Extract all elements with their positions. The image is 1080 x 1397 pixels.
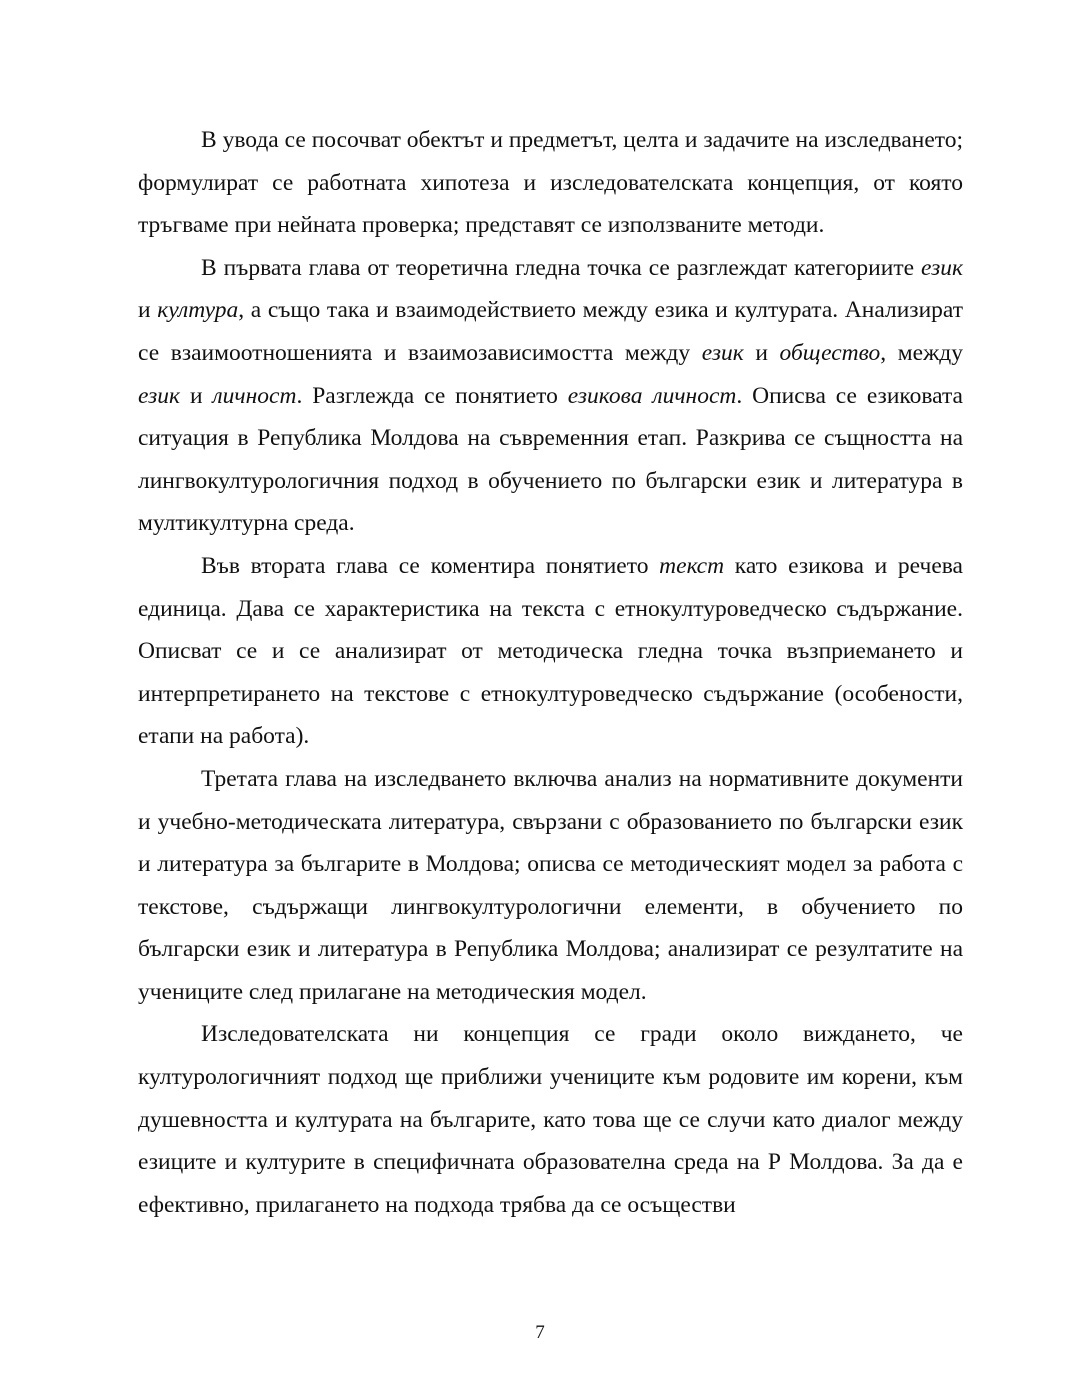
italic-term: език: [701, 339, 744, 366]
italic-term: език: [138, 382, 181, 409]
text-segment: като езикова и речева единица. Дава се характеристика на текста с етнокултуроведческо съдържание. Описват се и се анализират от методическа гледна точка възприемането и интерпретирането на текстове с етнокултуроведческо съдържание (особености, етапи на работа).: [138, 552, 963, 750]
italic-term: общество: [779, 339, 881, 366]
italic-term: култура: [157, 297, 239, 324]
italic-term: езикова личност: [567, 382, 737, 409]
paragraph-research-concept: [138, 1013, 963, 1226]
text-segment: и: [180, 382, 213, 409]
text-segment: . Описва се езиковата ситуация в Република Молдова на съвременния етап. Разкрива се същността на лингвокултурологичния подход в обучението по български език и литература в мултикултурна среда.: [138, 382, 963, 537]
page-number: 7: [535, 1322, 545, 1343]
italic-term: личност: [212, 382, 297, 409]
text-segment: Изследователската ни концепция се гради около виждането, че културологичният подход ще приближи учениците към родовите им корени, към душевността и културата на българите, като това ще се случи като диалог между езиците и културите в специфичната образователна среда на Р Молдова. За да е ефективно, прилагането на подхода трябва да се осъществи: [138, 1021, 963, 1218]
text-segment: Във втората глава се коментира понятието: [201, 552, 660, 579]
paragraph-chapter-one: [138, 247, 963, 545]
paragraph-chapter-two: [138, 545, 963, 758]
text-body: [138, 119, 963, 1226]
paragraph-introduction: [138, 119, 963, 247]
text-segment: В увода се посочват обектът и предметът, целта и задачите на изследването; формулират се работната хипотеза и изследователската концепция, от която тръгваме при нейната проверка; представят се използваните методи.: [138, 127, 963, 239]
italic-term: език: [920, 254, 963, 281]
text-segment: , между: [880, 339, 964, 366]
paragraph-chapter-three: [138, 758, 963, 1014]
italic-term: текст: [659, 552, 725, 579]
text-segment: , а също така и взаимодействието между езика и културата. Анализират се взаимоотношенията и взаимозависимостта между: [138, 297, 963, 366]
text-segment: и: [138, 297, 158, 324]
text-segment: В първата глава от теоретична гледна точка се разглеждат категориите: [201, 254, 921, 281]
text-segment: . Разглежда се понятието: [296, 382, 568, 409]
text-segment: и: [743, 339, 780, 366]
text-segment: Третата глава на изследването включва анализ на нормативните документи и учебно-методическата литература, свързани с образованието по български език и литература за българите в Молдова; описва се методическият модел за работа с текстове, съдържащи лингвокултурологични елементи, в обучението по български език и литература в Република Молдова; анализират се резултатите на учениците след прилагане на методическия модел.: [138, 765, 963, 1005]
